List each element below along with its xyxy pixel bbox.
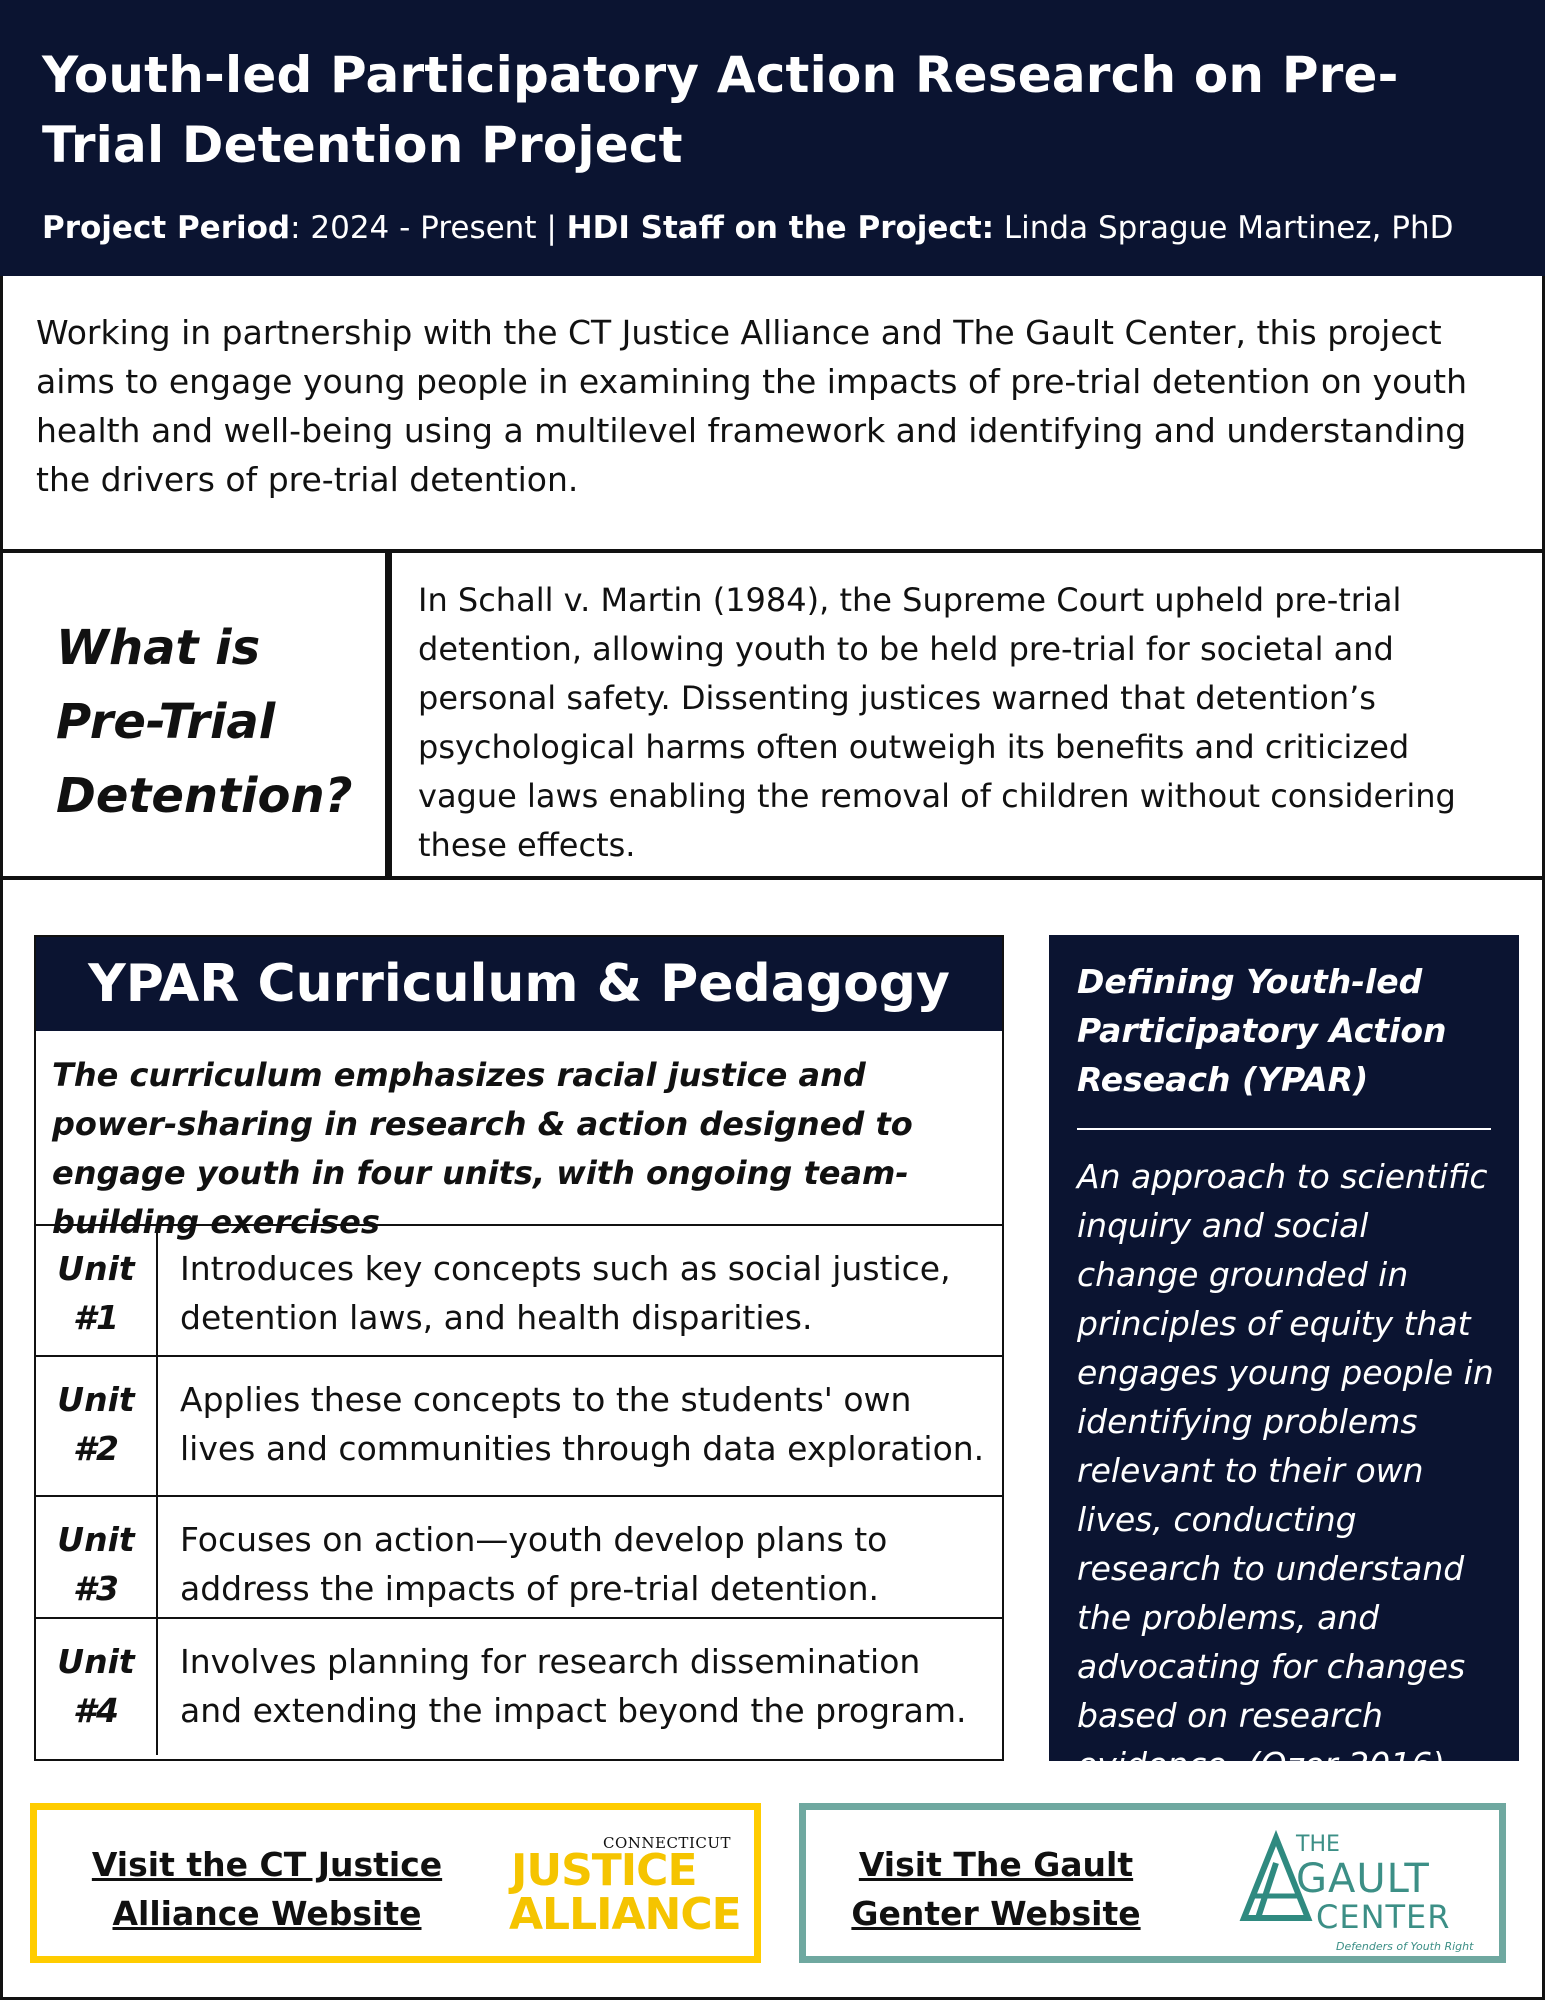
ct-justice-link-box <box>30 1803 761 1963</box>
what-section <box>0 553 1545 880</box>
unit-label-word: Unit <box>57 1642 135 1681</box>
what-text: In Schall v. Martin (1984), the Supreme Court upheld pre-trial detention, allowing youth to be held pre-trial for societal and personal safety. Dissenting justices warned that detention’s psychological harms often outweigh its benefits and criticized vague laws enabling the removal of children without considering these effects. <box>418 581 1456 864</box>
unit-row <box>36 1357 1002 1497</box>
unit-label-number: #1 <box>73 1298 119 1337</box>
intro-section <box>0 276 1545 553</box>
logo-text: JUSTICE <box>511 1845 697 1896</box>
definition-title: Defining Youth-led Participatory Action Reseach (YPAR) <box>1077 962 1447 1099</box>
unit-description: Focuses on action—youth develop plans to address the impacts of pre-trial detention. <box>180 1520 888 1608</box>
intro-text: Working in partnership with the CT Justice Alliance and The Gault Center, this project aims to engage young people in examining the impacts of pre-trial detention on youth health and well-being using a multilevel framework and identifying and understanding the drivers of pre-trial detention. <box>36 313 1468 499</box>
period-value: : 2024 - Present | <box>290 210 567 246</box>
what-heading-line: Detention? <box>56 768 353 824</box>
unit-label <box>36 1619 158 1755</box>
staff-label: HDI Staff on the Project: <box>566 210 995 246</box>
unit-description: Introduces key concepts such as social justice, detention laws, and health disparities. <box>180 1249 951 1337</box>
unit-row <box>36 1619 1002 1755</box>
divider <box>1077 1128 1491 1130</box>
unit-label-number: #2 <box>73 1429 119 1468</box>
definition-text: An approach to scientific inquiry and social change grounded in principles of equity that engages young people in identifying problems relevant to their own lives, conducting research to understand the problems, and advocating for changes based on research evidence. (Ozer 2016) <box>1077 1157 1494 1784</box>
logo-text: GAULT <box>1296 1856 1430 1902</box>
unit-label-number: #4 <box>73 1691 119 1730</box>
page-title: Youth-led Participatory Action Research on Pre-Trial Detention Project <box>42 46 1399 174</box>
logo-text: THE <box>1296 1832 1340 1857</box>
what-heading-line: Pre-Trial <box>56 694 276 750</box>
what-heading <box>0 553 392 876</box>
unit-label <box>36 1357 158 1495</box>
staff-value: Linda Sprague Martinez, PhD <box>994 210 1454 246</box>
curriculum-title: YPAR Curriculum & Pedagogy <box>36 937 1002 1031</box>
logo-text: CONNECTICUT <box>602 1834 731 1852</box>
logo-text: ALLIANCE <box>509 1889 741 1940</box>
logo-tagline: Defenders of Youth Right <box>1336 1940 1474 1953</box>
what-heading-line: What is <box>56 620 261 676</box>
ypar-definition-box <box>1049 935 1519 1784</box>
ct-justice-website-link[interactable]: Visit the CT Justice Alliance Website <box>91 1845 443 1933</box>
unit-description: Applies these concepts to the students' own lives and communities through data exploration. <box>180 1380 985 1468</box>
unit-row <box>36 1226 1002 1357</box>
logo-text: CENTER <box>1316 1898 1451 1936</box>
project-meta <box>42 208 1503 248</box>
unit-row <box>36 1497 1002 1619</box>
unit-label <box>36 1226 158 1355</box>
gault-website-link[interactable]: Visit The Gault Genter Website <box>851 1845 1141 1933</box>
ct-justice-alliance-logo <box>507 1830 741 1940</box>
period-label: Project Period <box>42 210 291 246</box>
gault-center-logo <box>1236 1828 1486 1953</box>
unit-label-word: Unit <box>57 1249 135 1288</box>
unit-description: Involves planning for research dissemination and extending the impact beyond the program. <box>180 1642 967 1730</box>
header-banner <box>0 0 1545 276</box>
curriculum-table <box>34 935 1004 1761</box>
unit-label-word: Unit <box>57 1520 135 1559</box>
unit-label-word: Unit <box>57 1380 135 1419</box>
unit-label <box>36 1497 158 1617</box>
unit-label-number: #3 <box>73 1569 119 1608</box>
curriculum-subtitle: The curriculum emphasizes racial justice and power-sharing in research & action designed to engage youth in four units, with ongoing team-building exercises <box>36 1031 1002 1226</box>
gault-link-box <box>799 1803 1506 1963</box>
